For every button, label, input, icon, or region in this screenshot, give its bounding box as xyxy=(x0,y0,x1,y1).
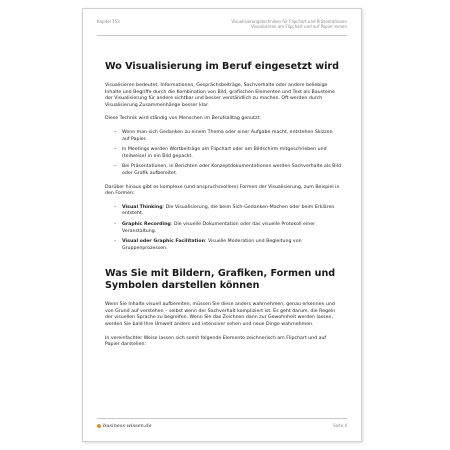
section2-para1: Wenn Sie Inhalte visuell aufbereiten, müssen Sie diese anders wahrnehmen, genau erkennen und von Grund auf verstehen – selbst wenn der Sachverhalt kompliziert ist. Es geht darum, die Regeln der visuellen Sprache zu begreifen. Wenn Sie das Zeichnen dann zur Gewohnheit werden lassen, werden Sie bald Ihre Umwelt anders und intensiver sehen und neue Dinge wahrnehmen. xyxy=(105,302,336,328)
list-item xyxy=(105,239,341,252)
form-term: Visual oder Graphic Facilitation xyxy=(122,239,205,245)
dash-bullet: – xyxy=(114,129,117,135)
usage-list xyxy=(105,130,341,178)
header-title-line2: Visualisieren am Flipchart und auf Papier lernen xyxy=(251,24,347,29)
page-number: Seite 4 xyxy=(333,423,347,428)
list-item xyxy=(105,205,341,218)
page-content xyxy=(105,61,341,356)
form-text: : Die Visualisierung, die beim Sich-Gedanken-Machen oder beim Erklären entsteht. xyxy=(122,204,335,217)
list-item: – Bei Präsentationen, in Berichten oder Konzeptdokumentationen werden Sachverhalte als Bild oder Grafik aufbereitet. xyxy=(114,164,341,176)
logo-text: business-wissen.de xyxy=(103,423,152,429)
dash-bullet: – xyxy=(114,147,117,153)
section2-para2: In vereinfachter Weise lassen sich somit folgende Elemente zeichnerisch am Flipchart und auf Papier darstellen: xyxy=(105,335,327,348)
list-item: – In Meetings werden Wortbeiträge am Flipchart oder am Bildschirm mitgeschrieben und (teilweise) in ein Bild gepackt. xyxy=(114,147,327,159)
list-item: – Wenn man sich Gedanken zu einem Thema oder einer Aufgabe macht, entstehen Skizzen auf Papier. xyxy=(114,129,333,142)
header-titles xyxy=(231,19,347,29)
page-header xyxy=(97,19,347,36)
dash-bullet: – xyxy=(114,164,117,170)
section1-heading: Wo Visualisierung im Beruf eingesetzt wird xyxy=(105,61,339,72)
page-footer xyxy=(97,418,347,431)
dash-bullet: – xyxy=(114,221,117,227)
chapter-label: Kapitel 153 xyxy=(97,19,120,24)
forms-list xyxy=(105,205,341,253)
usage-intro: Diese Technik wird ständig von Menschen im Berufsalltag genutzt: xyxy=(105,116,261,122)
section2-heading: Was Sie mit Bildern, Grafiken, Formen und Symbolen darstellen können xyxy=(105,268,336,292)
header-title-line1: Visualisierungstechniken für Flipchart und Präsentationen xyxy=(231,19,347,24)
dash-bullet: – xyxy=(114,204,117,210)
list-item xyxy=(105,222,341,235)
form-text: : Die visuelle Dokumentation oder das visuelle Protokoll einer Veranstaltung. xyxy=(122,221,316,234)
form-term: Graphic Recording xyxy=(122,221,171,227)
business-wissen-logo[interactable] xyxy=(97,423,152,429)
form-text: : Visuelle Moderation und Begleitung von Gruppenprozessen. xyxy=(122,239,302,251)
section1-intro: Visualisieren bedeutet, Informationen, Gesprächsbeiträge, Sachverhalte oder andere beliebige Inhalte und Begriffe durch die Kombination von Bild, grafischen Elementen und Text als Bausteine der Visualisierung für andere sichtbar und besser verständlich zu machen. Oft werden durch Visualisierung Zusammenhänge besser klar. xyxy=(105,83,335,108)
document-page xyxy=(82,8,362,442)
logo-dot-icon xyxy=(97,424,101,428)
forms-intro: Darüber hinaus gibt es komplexe (und anspruchsvollere) Formen der Visualisierung, zum Beispiel in den Formen: xyxy=(105,184,340,197)
form-term: Visual Thinking xyxy=(122,204,163,210)
dash-bullet: – xyxy=(114,239,117,245)
